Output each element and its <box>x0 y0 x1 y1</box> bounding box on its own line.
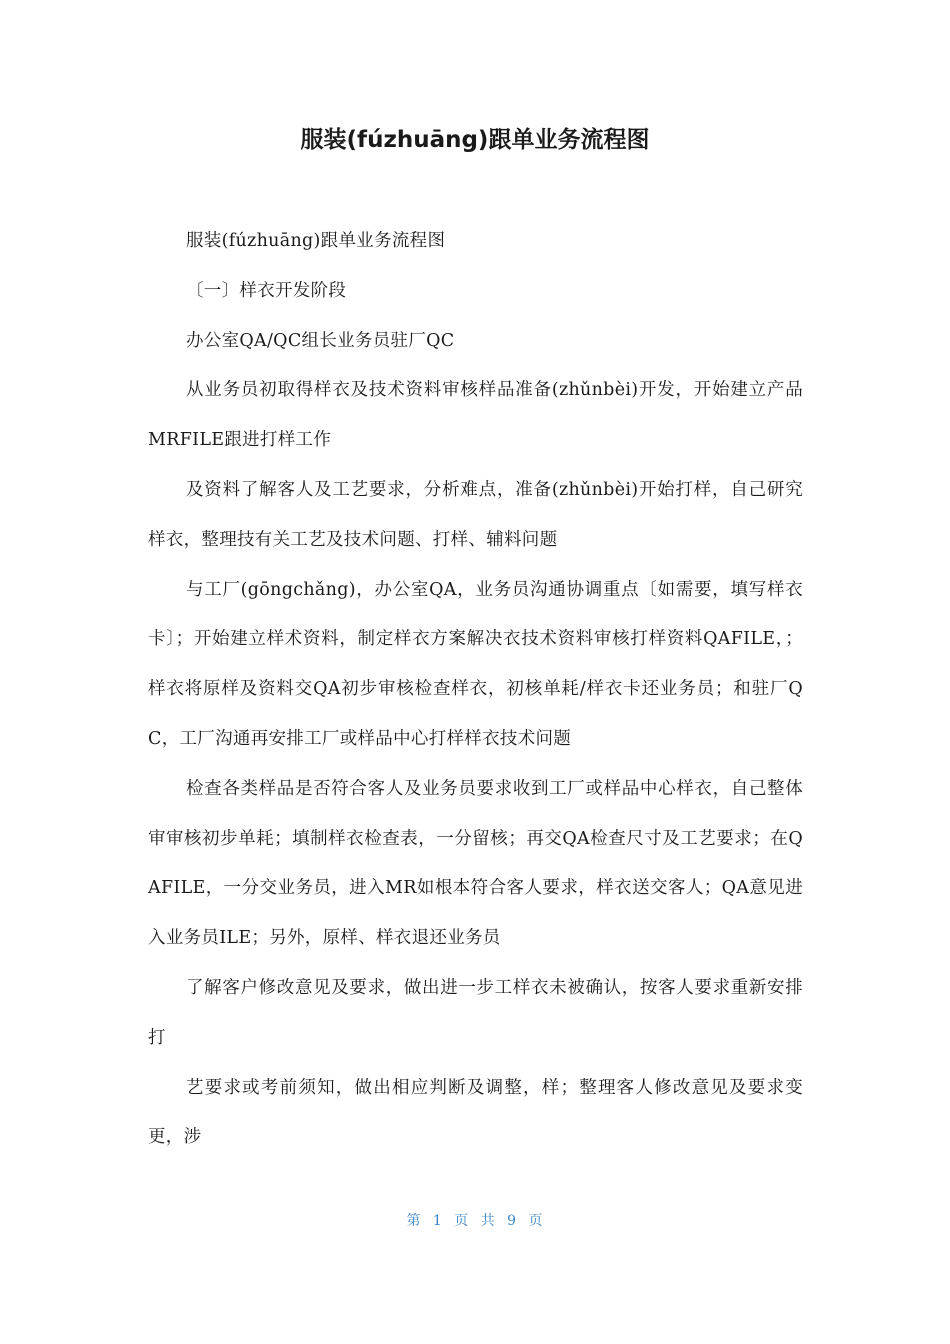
paragraph: 艺要求或考前须知，做出相应判断及调整，样；整理客人修改意见及要求变更，涉 <box>148 1077 803 1148</box>
paragraph: 及资料了解客人及工艺要求，分析难点，准备(zhǔnbèi)开始打样，自己研究样衣，整理技有关工艺及技术问题、打样、辅料问题 <box>148 479 803 550</box>
document-body <box>148 217 803 1163</box>
paragraph: 了解客户修改意见及要求，做出进一步工样衣未被确认，按客人要求重新安排打 <box>148 977 803 1048</box>
paragraph: 办公室QA/QC组长业务员驻厂QC <box>186 330 455 351</box>
paragraph: 从业务员初取得样衣及技术资料审核样品准备(zhǔnbèi)开发，开始建立产品MRFILE跟进打样工作 <box>148 380 803 451</box>
paragraph: 服装(fúzhuāng)跟单业务流程图 <box>186 231 446 251</box>
paragraph: 检查各类样品是否符合客人及业务员要求收到工厂或样品中心样衣，自己整体审审核初步单耗；填制样衣检查表，一分留核；再交QA检查尺寸及工艺要求；在QAFILE，一分交业务员，进入MR如根本符合客人要求，样衣送交客人；QA意见进入业务员ILE；另外，原样、样衣退还业务员 <box>148 778 803 949</box>
paragraph: 与工厂(gōngchǎng)，办公室QA，业务员沟通协调重点〔如需要，填写样衣卡〕；开始建立样术资料，制定样衣方案解决衣技术资料审核打样资料QAFILE，；样衣将原样及资料交QA初步审核检查样衣，初核单耗/样衣卡还业务员；和驻厂QC，工厂沟通再安排工厂或样品中心打样样衣技术问题 <box>148 579 803 749</box>
document-title: 服装(fúzhuāng)跟单业务流程图 <box>300 127 650 153</box>
section-heading: 〔一〕样衣开发阶段 <box>186 280 347 301</box>
page-number-footer: 第 1 页 共 9 页 <box>406 1213 544 1229</box>
